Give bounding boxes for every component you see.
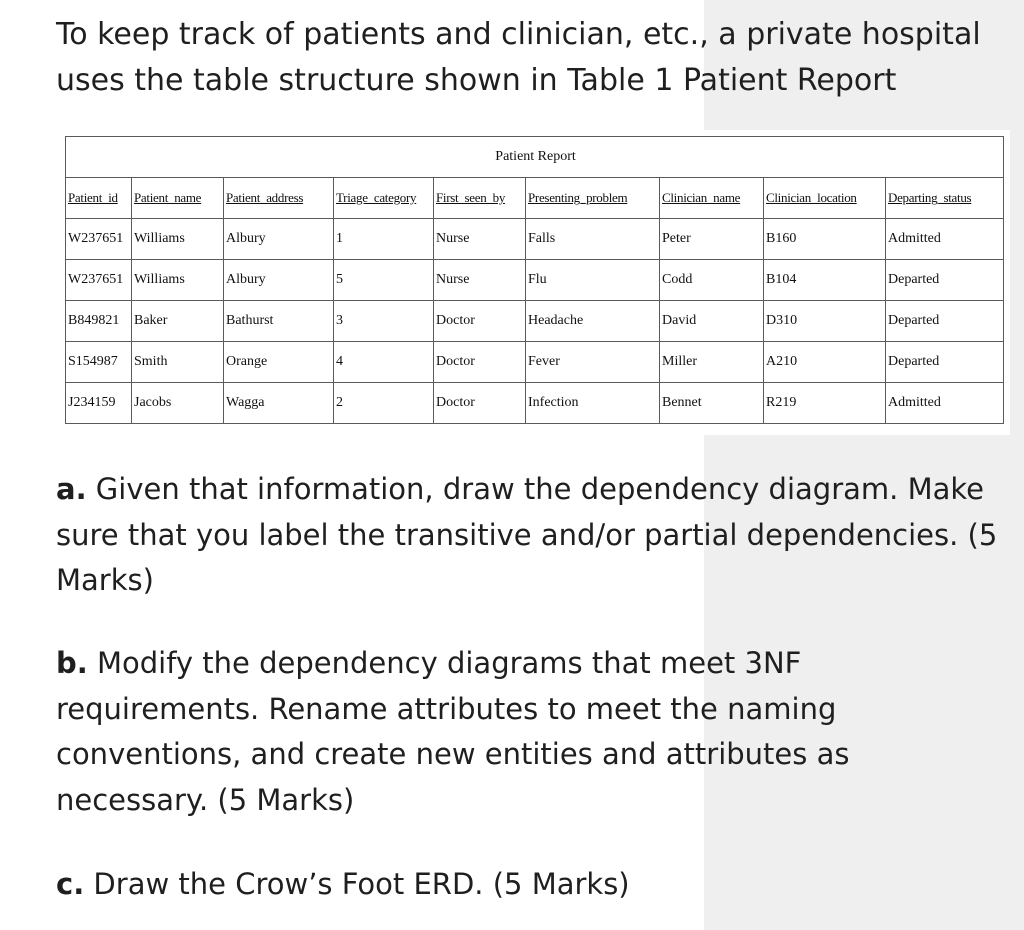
column-header: Patient_name xyxy=(132,178,224,219)
table-cell: B104 xyxy=(764,260,886,301)
question-c-text: Draw the Crow’s Foot ERD. (5 Marks) xyxy=(84,867,630,901)
table-cell: Departed xyxy=(886,260,1004,301)
patient-report-table-figure xyxy=(56,130,1010,435)
question-a-label: a. xyxy=(56,472,87,506)
table-cell: Departed xyxy=(886,301,1004,342)
table-cell: Wagga xyxy=(224,383,334,424)
table-cell: S154987 xyxy=(66,342,132,383)
table-cell: Nurse xyxy=(434,260,526,301)
patient-report-table xyxy=(65,136,1004,424)
table-cell: W237651 xyxy=(66,219,132,260)
table-cell: 2 xyxy=(334,383,434,424)
question-a-text: Given that information, draw the dependency diagram. Make sure that you label the transitive and/or partial dependencies. (5 Marks) xyxy=(56,472,998,597)
table-cell: Admitted xyxy=(886,219,1004,260)
table-cell: Baker xyxy=(132,301,224,342)
table-cell: 3 xyxy=(334,301,434,342)
column-header: Patient_address xyxy=(224,178,334,219)
table-cell: Albury xyxy=(224,219,334,260)
table-cell: Jacobs xyxy=(132,383,224,424)
intro-paragraph: To keep track of patients and clinician, etc., a private hospital uses the table structure shown in Table 1 Patient Report xyxy=(56,17,981,98)
table-row xyxy=(66,260,1004,301)
column-header: Departing_status xyxy=(886,178,1004,219)
table-cell: W237651 xyxy=(66,260,132,301)
question-c-label: c. xyxy=(56,867,85,901)
table-cell: A210 xyxy=(764,342,886,383)
table-cell: 1 xyxy=(334,219,434,260)
table-cell: Doctor xyxy=(434,342,526,383)
table-cell: Albury xyxy=(224,260,334,301)
table-cell: Codd xyxy=(660,260,764,301)
column-header: First_seen_by xyxy=(434,178,526,219)
table-cell: Doctor xyxy=(434,383,526,424)
table-cell: D310 xyxy=(764,301,886,342)
table-cell: Nurse xyxy=(434,219,526,260)
table-row xyxy=(66,383,1004,424)
table-cell: Infection xyxy=(526,383,660,424)
table-cell: Williams xyxy=(132,260,224,301)
table-cell: Bathurst xyxy=(224,301,334,342)
table-cell: Admitted xyxy=(886,383,1004,424)
table-cell: Smith xyxy=(132,342,224,383)
column-header: Presenting_problem xyxy=(526,178,660,219)
table-cell: David xyxy=(660,301,764,342)
table-cell: Departed xyxy=(886,342,1004,383)
table-caption: Patient Report xyxy=(66,137,1004,178)
table-cell: 4 xyxy=(334,342,434,383)
table-cell: B160 xyxy=(764,219,886,260)
table-row xyxy=(66,301,1004,342)
column-header: Clinician_location xyxy=(764,178,886,219)
table-cell: Orange xyxy=(224,342,334,383)
table-cell: Doctor xyxy=(434,301,526,342)
table-cell: 5 xyxy=(334,260,434,301)
table-cell: Headache xyxy=(526,301,660,342)
table-cell: Williams xyxy=(132,219,224,260)
column-header: Clinician_name xyxy=(660,178,764,219)
column-header: Triage_category xyxy=(334,178,434,219)
question-a xyxy=(56,467,1006,604)
table-row xyxy=(66,342,1004,383)
table-cell: Peter xyxy=(660,219,764,260)
question-b-text: Modify the dependency diagrams that meet 3NF requirements. Rename attributes to meet the naming conventions, and create new entities and attributes as necessary. (5 Marks) xyxy=(56,646,850,817)
table-row xyxy=(66,219,1004,260)
table-header-row xyxy=(66,178,1004,219)
table-cell: R219 xyxy=(764,383,886,424)
table-cell: Flu xyxy=(526,260,660,301)
table-cell: J234159 xyxy=(66,383,132,424)
question-b xyxy=(56,641,1006,823)
table-cell: Falls xyxy=(526,219,660,260)
table-cell: B849821 xyxy=(66,301,132,342)
question-c xyxy=(56,862,1006,908)
question-b-label: b. xyxy=(56,646,88,680)
table-cell: Fever xyxy=(526,342,660,383)
column-header: Patient_id xyxy=(66,178,132,219)
table-cell: Miller xyxy=(660,342,764,383)
table-cell: Bennet xyxy=(660,383,764,424)
